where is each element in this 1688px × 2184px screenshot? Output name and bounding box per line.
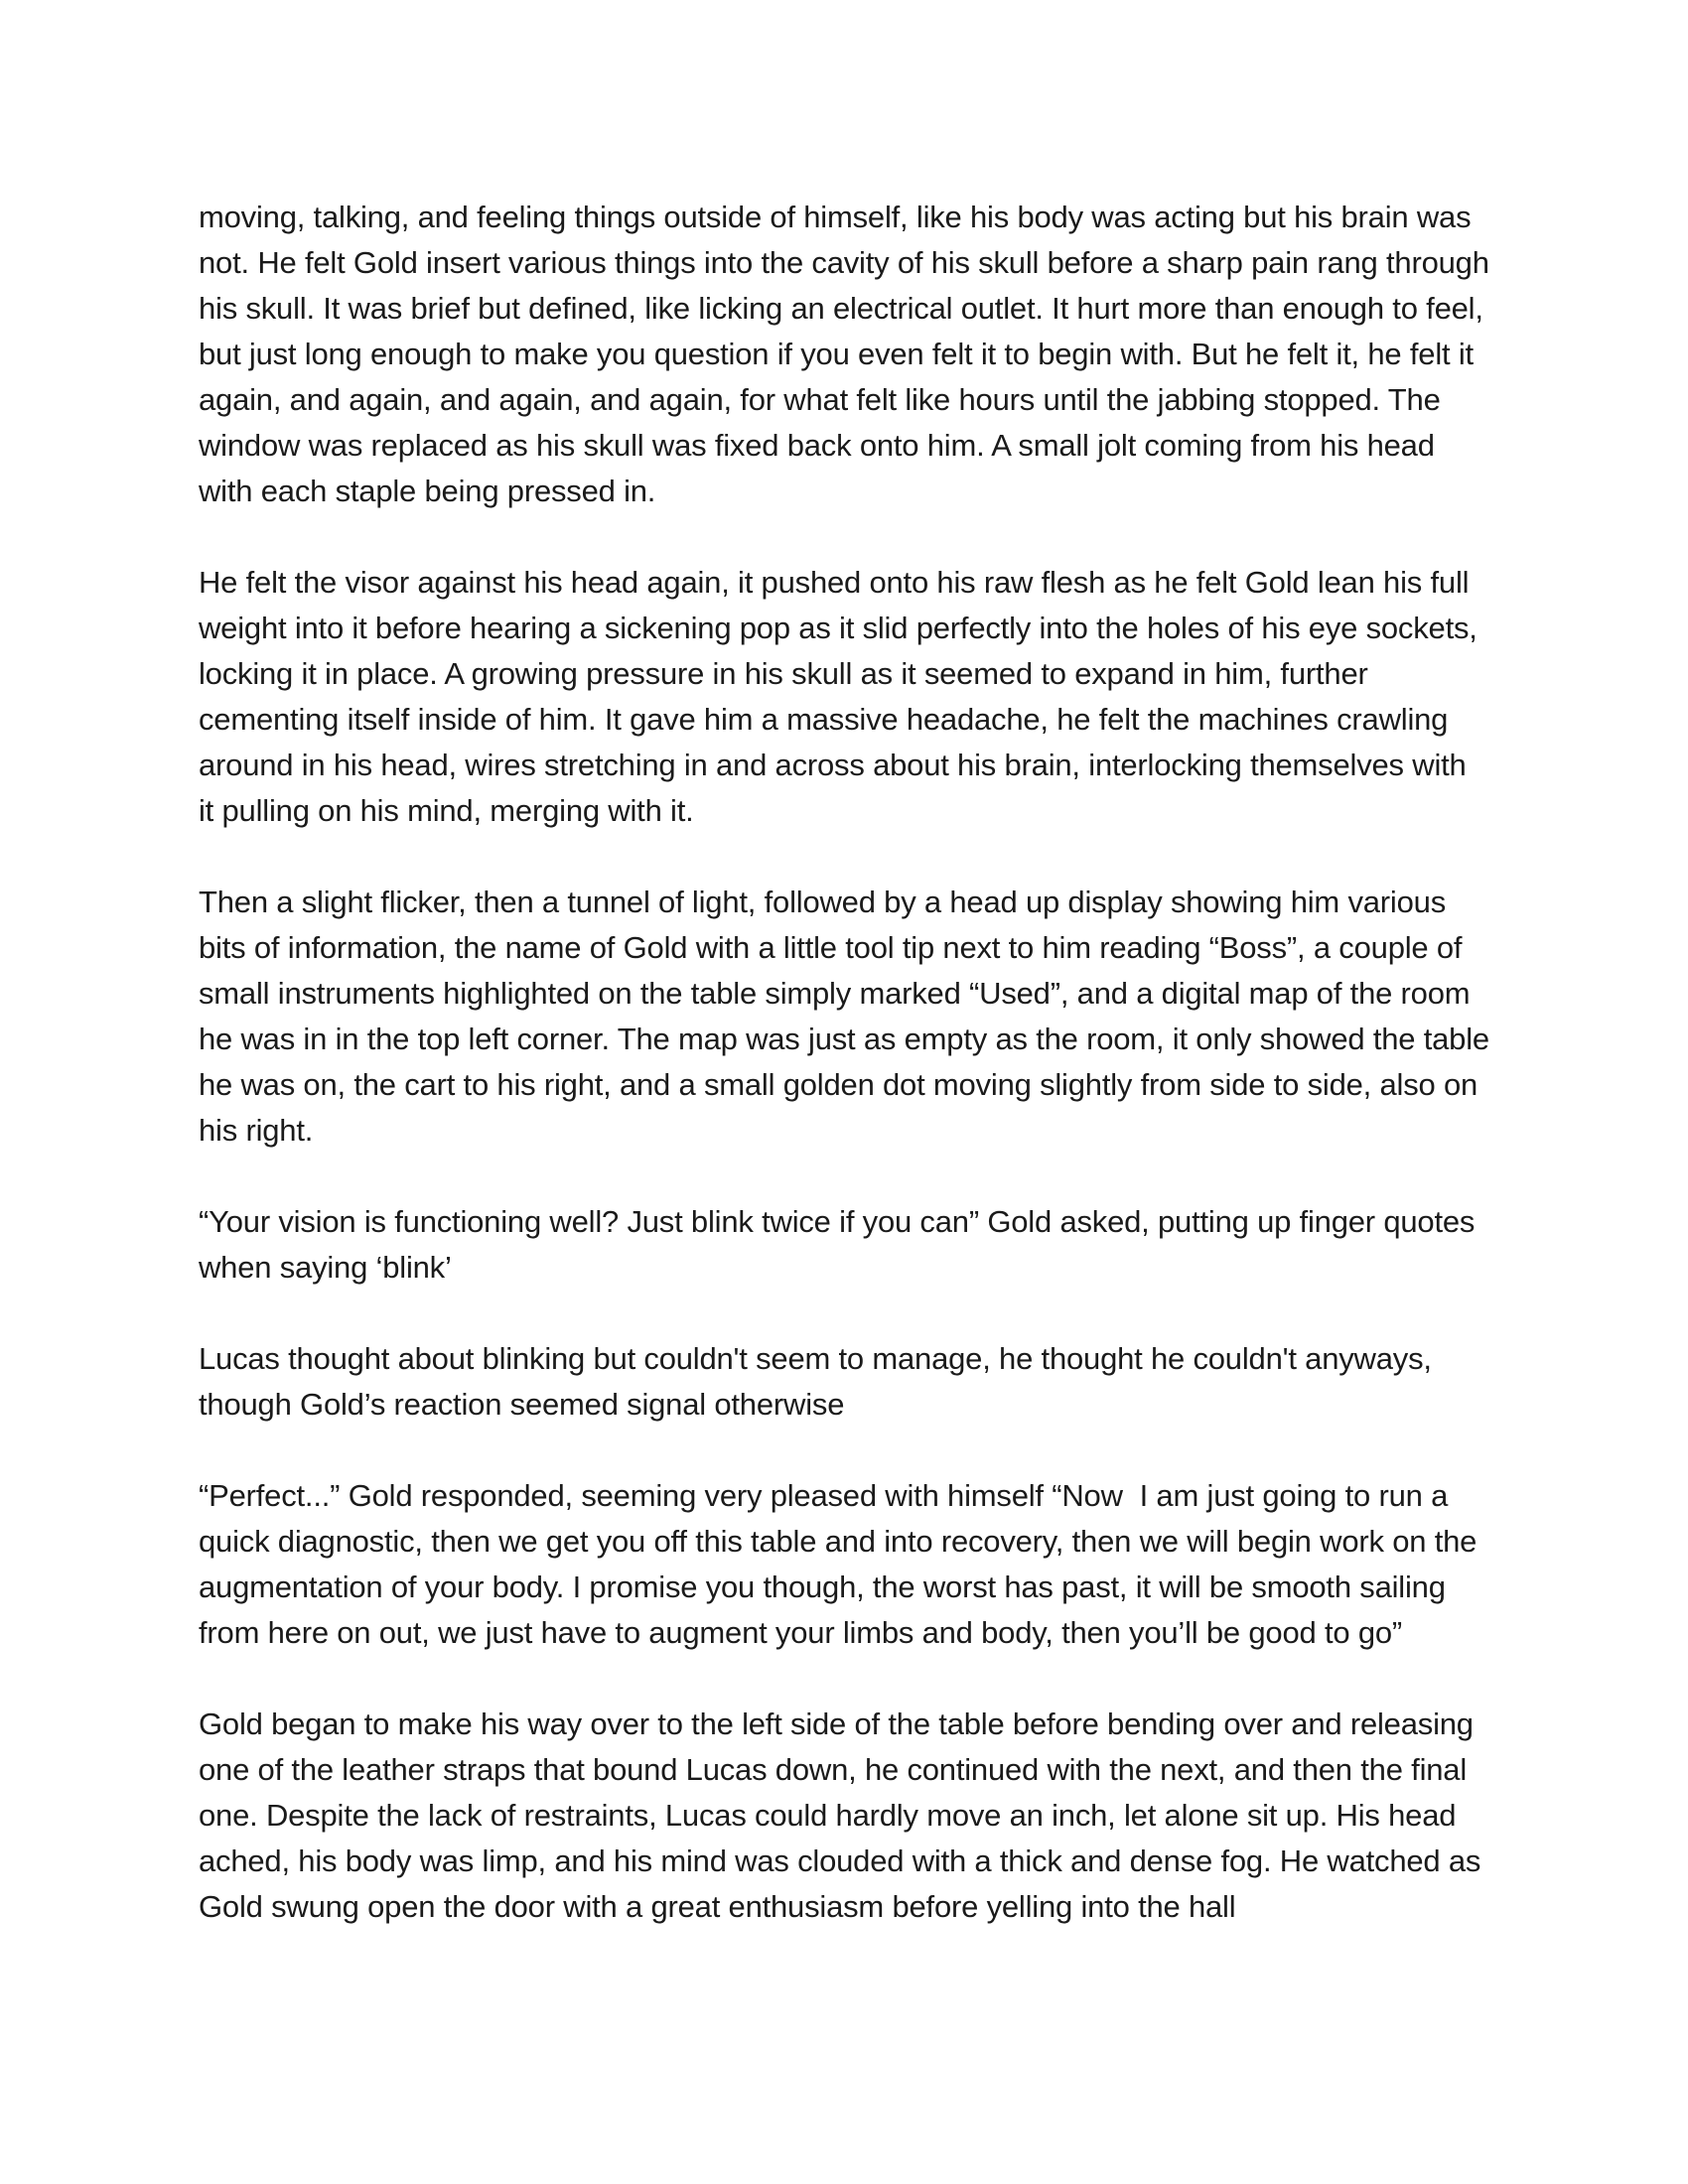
paragraph: “Perfect...” Gold responded, seeming very pleased with himself “Now I am just going to run a quick diagnostic, then we get you off this table and into recovery, then we will begin work on the augmentation of your body. I promise you though, the worst has past, it will be smooth sailing from here on out, we just have to augment your limbs and body, then you’ll be good to go” bbox=[199, 1478, 1485, 1650]
paragraph: moving, talking, and feeling things outside of himself, like his body was acting but his brain was not. He felt Gold insert various things into the cavity of his skull before a sharp pain rang through his skull. It was brief but defined, like licking an electrical outlet. It hurt more than enough to feel, but just long enough to make you question if you even felt it to begin with. But he felt it, he felt it again, and again, and again, and again, for what felt like hours until the jabbing stopped. The window was replaced as his skull was fixed back onto him. A small jolt coming from his head with each staple being pressed in. bbox=[199, 200, 1498, 508]
paragraph: He felt the visor against his head again, it pushed onto his raw flesh as he felt Gold lean his full weight into it before hearing a sickening pop as it slid perfectly into the holes of his eye sockets, locking it in place. A growing pressure in his skull as it seemed to expand in him, further cementing itself inside of him. It gave him a massive headache, he felt the machines crawling around in his head, wires stretching in and across about his brain, interlocking themselves with it pulling on his mind, merging with it. bbox=[199, 565, 1486, 828]
document-body bbox=[199, 195, 1498, 1930]
paragraph: “Your vision is functioning well? Just blink twice if you can” Gold asked, putting up finger quotes when saying ‘blink’ bbox=[199, 1204, 1483, 1285]
paragraph: Then a slight flicker, then a tunnel of light, followed by a head up display showing him various bits of information, the name of Gold with a little tool tip next to him reading “Boss”, a couple of small instruments highlighted on the table simply marked “Used”, and a digital map of the room he was in in the top left corner. The map was just as empty as the room, it only showed the table he was on, the cart to his right, and a small golden dot moving slightly from side to side, also on his right. bbox=[199, 885, 1498, 1148]
paragraph: Lucas thought about blinking but couldn't seem to manage, he thought he couldn't anyways, though Gold’s reaction seemed signal otherwise bbox=[199, 1341, 1441, 1422]
paragraph: Gold began to make his way over to the left side of the table before bending over and releasing one of the leather straps that bound Lucas down, he continued with the next, and then the final one. Despite the lack of restraints, Lucas could hardly move an inch, let alone sit up. His head ached, his body was limp, and his mind was clouded with a thick and dense fog. He watched as Gold swung open the door with a great enthusiasm before yelling into the hall bbox=[199, 1706, 1489, 1924]
